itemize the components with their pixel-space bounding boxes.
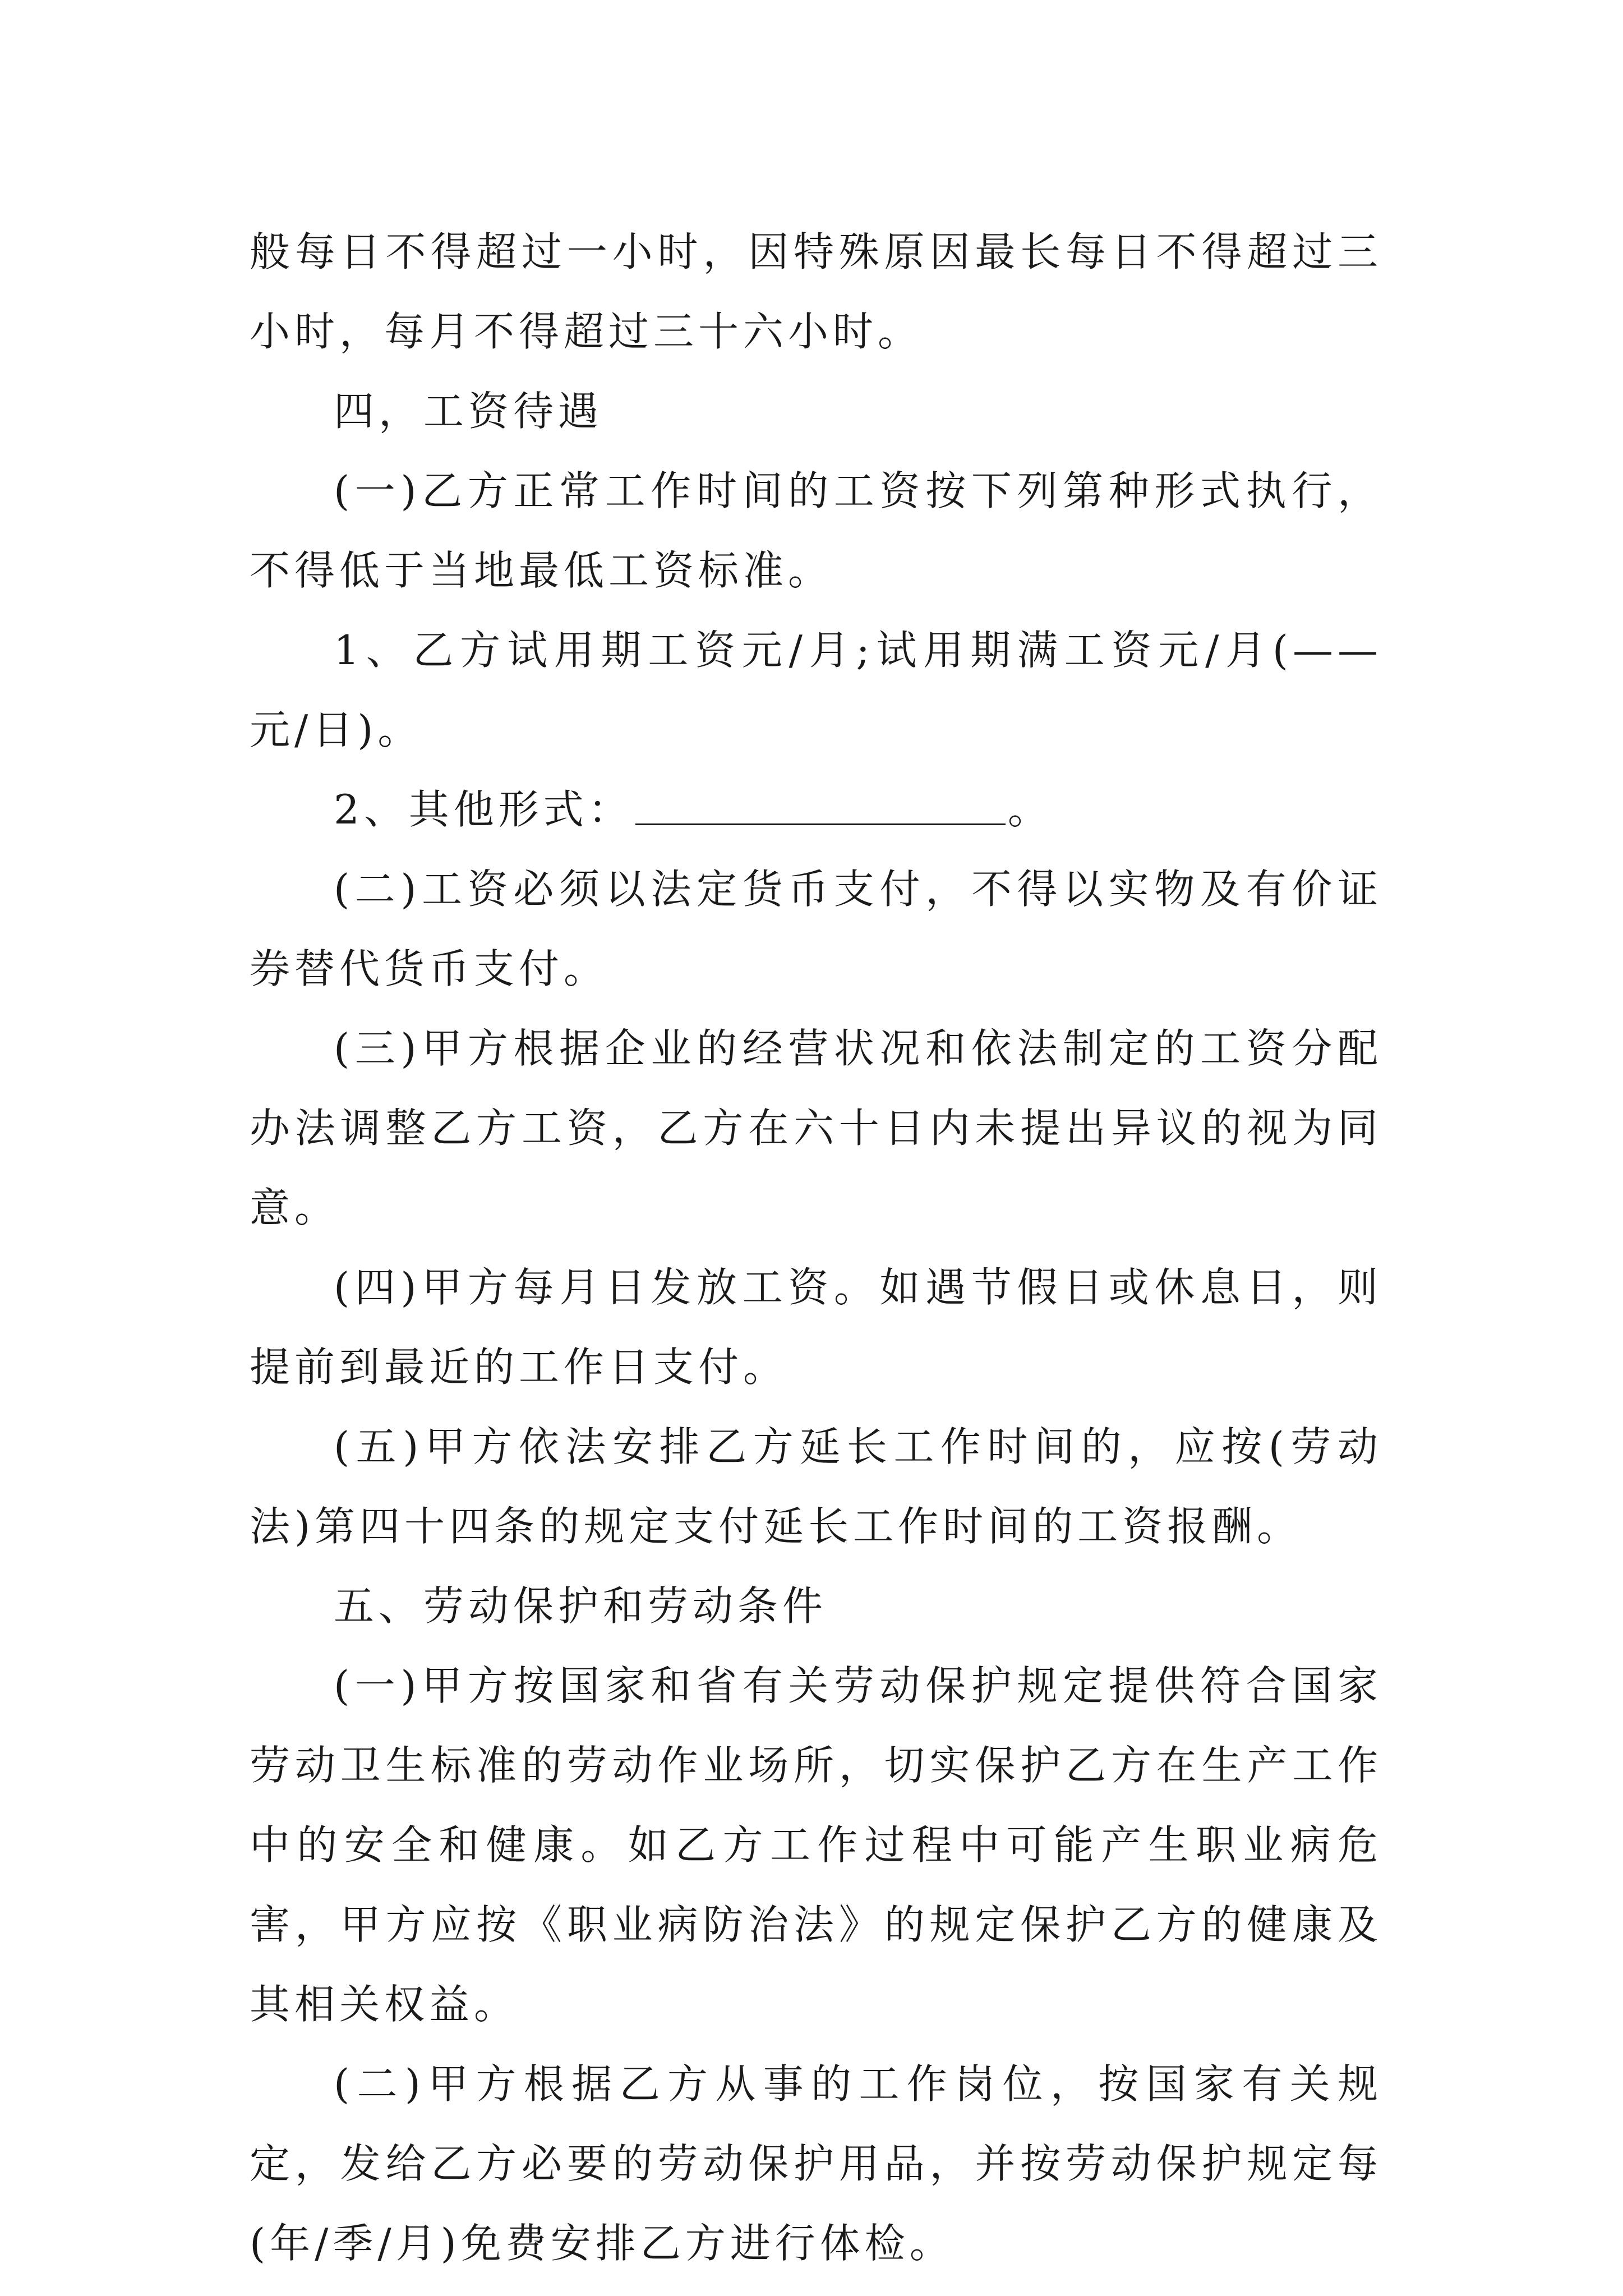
other-form-end: 。	[1007, 786, 1053, 833]
paragraph-workplace-safety: (一)甲方按国家和省有关劳动保护规定提供符合国家劳动卫生标准的劳动作业场所，切实保护乙方在生产工作中的安全和健康。如乙方工作过程中可能产生职业病危害，甲方应按《职业病防治法》的规定保护乙方的健康及其相关权益。	[250, 1662, 1382, 2028]
paragraph-working-hours-continued: 般每日不得超过一小时，因特殊原因最长每日不得超过三小时，每月不得超过三十六小时。	[250, 228, 1382, 355]
other-form-blank-line	[635, 823, 1006, 825]
paragraph-probation-wage: 1、乙方试用期工资元/月;试用期满工资元/月(——元/日)。	[250, 627, 1382, 753]
heading-wage-benefits: 四，工资待遇	[334, 388, 603, 435]
paragraph-other-form	[250, 770, 1382, 849]
paragraph-protective-equipment: (二)甲方根据乙方从事的工作岗位，按国家有关规定，发给乙方必要的劳动保护用品，并按劳动保护规定每(年/季/月)免费安排乙方进行体检。	[250, 2060, 1382, 2267]
paragraph-legal-currency: (二)工资必须以法定货币支付，不得以实物及有价证券替代货币支付。	[250, 866, 1382, 992]
paragraph-wage-form: (一)乙方正常工作时间的工资按下列第种形式执行，不得低于当地最低工资标准。	[250, 467, 1382, 594]
paragraph-overtime-pay: (五)甲方依法安排乙方延长工作时间的，应按(劳动法)第四十四条的规定支付延长工作时间的工资报酬。	[250, 1423, 1382, 1550]
document-body	[250, 212, 1382, 2283]
other-form-label: 2、其他形式：	[334, 786, 633, 833]
heading-labor-protection: 五、劳动保护和劳动条件	[334, 1582, 828, 1630]
paragraph-wage-adjustment: (三)甲方根据企业的经营状况和依法制定的工资分配办法调整乙方工资，乙方在六十日内未提出异议的视为同意。	[250, 1025, 1382, 1231]
paragraph-pay-day: (四)甲方每月日发放工资。如遇节假日或休息日，则提前到最近的工作日支付。	[250, 1264, 1382, 1391]
